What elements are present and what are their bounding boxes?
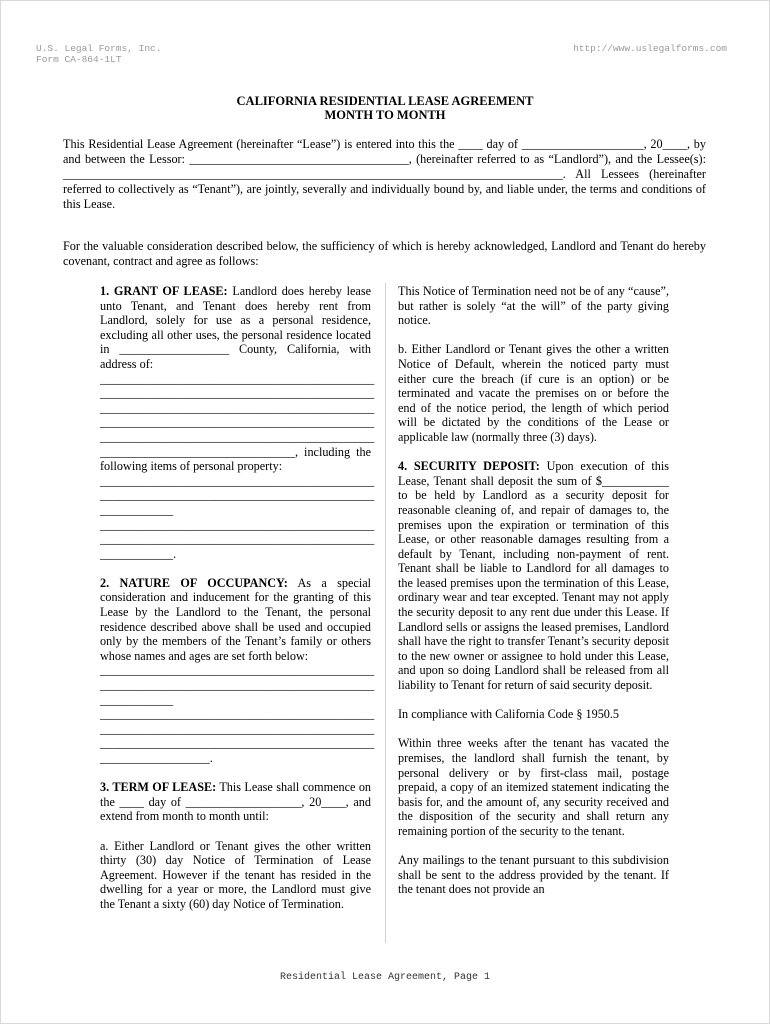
grant-heading: 1. GRANT OF LEASE: (100, 284, 228, 298)
address-line: _____________________________________________ (100, 400, 375, 415)
nature-of-occupancy-paragraph (100, 576, 371, 664)
property-line: _____________________________________________ (100, 517, 375, 532)
occupancy-heading: 2. NATURE OF OCCUPANCY: (100, 575, 288, 590)
address-line: _____________________________________________ (100, 371, 375, 386)
grant-text: Landlord does hereby lease unto Tenant, and Tenant does hereby rent from Landlord, solely for use as a personal residence, excluding all other uses, the personal residence located in __________________ County, California, with address of: (100, 284, 371, 371)
address-line: _____________________________________________ (100, 386, 375, 401)
document-title: CALIFORNIA RESIDENTIAL LEASE AGREEMENT (236, 94, 534, 108)
security-deposit-paragraph (398, 459, 669, 693)
term-of-lease-paragraph (100, 780, 371, 824)
occupant-line: ____________ (100, 692, 174, 707)
term-clause-a: a. Either Landlord or Tenant gives the other written thirty (30) day Notice of Termination of Lease Agreement. However if the tenant has resided in the dwelling for a year or more, the Landlord must give the Tenant a sixty (60) day Notice of Termination. (100, 838, 371, 911)
three-weeks-paragraph: Within three weeks after the tenant has vacated the premises, the landlord shall furnish the tenant, by personal delivery or by first-class mail, postage prepaid, a copy of an itemized statement indicating the basis for, and the amount of, any security received and the disposition of the security and shall return any remaining portion of the security to the tenant. (398, 736, 669, 838)
header-url[interactable]: http://www.uslegalforms.com (573, 43, 727, 54)
mailings-paragraph: Any mailings to the tenant pursuant to this subdivision shall be sent to the address provided by the tenant. If the tenant does not provide an (398, 853, 669, 897)
occupancy-text: As a special consideration and inducement for the granting of this Lease by the Landlord to the Tenant, the personal residence described above shall be used and occupied only by the members of the Tenant’s family or others whose names and ages are set forth below: (100, 575, 371, 663)
property-line: ____________. (100, 546, 177, 561)
occupant-line: _____________________________________________ (100, 663, 375, 678)
document-subtitle: MONTH TO MONTH (324, 108, 446, 122)
term-text: This Lease shall commence on the ____ day of ___________________, 20____, and extend from month to month until: (100, 780, 372, 824)
compliance-paragraph: In compliance with California Code § 1950.5 (398, 707, 620, 722)
column-divider (385, 283, 386, 943)
grant-of-lease-paragraph (100, 284, 371, 372)
occupant-line: _____________________________________________ (100, 707, 375, 722)
address-line: _____________________________________________ (100, 415, 375, 430)
property-line: ____________ (100, 502, 174, 517)
consideration-paragraph: For the valuable consideration described below, the sufficiency of which is hereby acknowledged, Landlord and Tenant do hereby covenant, contract and agree as follows: (63, 239, 706, 268)
occupant-line: _____________________________________________ (100, 678, 375, 693)
deposit-text: Upon execution of this Lease, Tenant shall deposit the sum of $___________ to be held by Landlord as a security deposit for reasonable cleaning of, and repair of damages to, the premises upon the expiration or termination of this Lease, or other reasonable damages resulting from a default by Tenant, including non-payment of rent. Tenant shall be liable to Landlord for all damages to the leased premises upon the termination of this Lease, ordinary wear and tear excepted. Tenant may not apply the security deposit to any rent due under this Lease. If Landlord sells or assigns the leased premises, Landlord shall have the right to transfer Tenant’s security deposit to the new owner or assignee to hold under this Lease, and upon so doing Landlord shall be released from all liability to Tenant for return of said security deposit. (398, 459, 669, 693)
deposit-heading: 4. SECURITY DEPOSIT: (398, 459, 540, 474)
address-last-line: ________________________________, including the following items of personal property: (100, 444, 371, 474)
right-column (398, 284, 669, 897)
occupant-line: _____________________________________________ (100, 721, 375, 736)
page-footer: Residential Lease Agreement, Page 1 (279, 972, 491, 983)
intro-paragraph: This Residential Lease Agreement (hereinafter “Lease”) is entered into this the ____ day of ____________________, 20____, by and between the Lessor: ____________________________________, (hereinafter referred to as “Landlord”), and the Lessee(s): __________________________________________________________________________________. All Lessees (hereinafter referred to collectively as “Tenant”), are jointly, severally and individually bound by, and liable under, the terms and conditions of this Lease. (63, 137, 706, 211)
term-heading: 3. TERM OF LEASE: (100, 780, 217, 795)
form-id: Form CA-864-1LT (36, 54, 122, 65)
occupant-line: __________________. (100, 751, 213, 765)
property-line: _____________________________________________ (100, 532, 375, 547)
occupant-line: _____________________________________________ (100, 736, 375, 751)
address-line: _____________________________________________ (100, 429, 375, 444)
property-line: _____________________________________________ (100, 473, 375, 488)
property-line: _____________________________________________ (100, 488, 375, 503)
header-left (36, 43, 161, 65)
notice-paragraph: This Notice of Termination need not be of any “cause”, but rather is solely “at the will” of the party giving notice. (398, 284, 669, 328)
left-column (100, 284, 375, 912)
company-name: U.S. Legal Forms, Inc. (36, 43, 162, 54)
term-clause-b: b. Either Landlord or Tenant gives the other a written Notice of Default, wherein the noticed party must either cure the breach (if cure is an option) or be terminated and vacate the premises on or before the end of the notice period, the length of which period will be dictated by the conditions of the Lease or applicable law (normally three (3) days). (398, 342, 669, 444)
